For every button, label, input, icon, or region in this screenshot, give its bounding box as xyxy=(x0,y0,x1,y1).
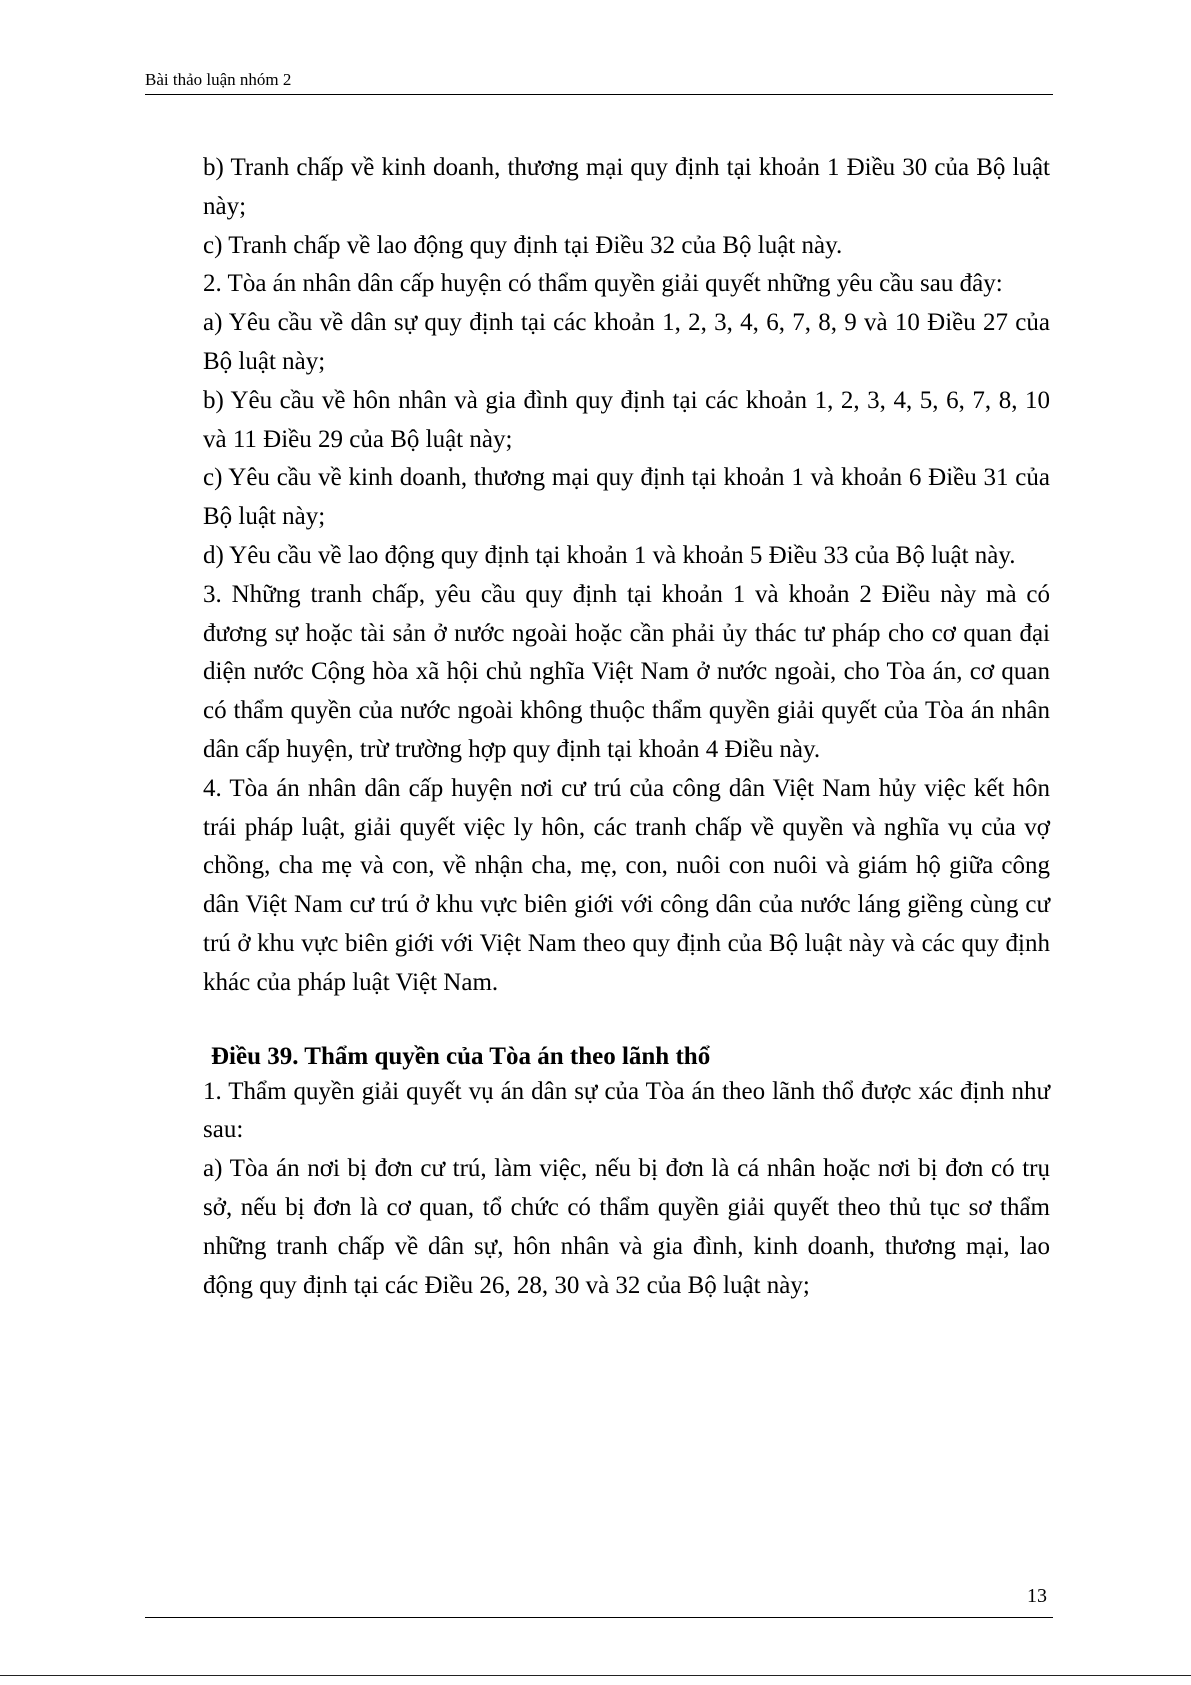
document-body xyxy=(203,149,1050,1305)
footer-divider xyxy=(145,1617,1053,1618)
scan-bottom-edge xyxy=(0,1675,1191,1676)
paragraph-2-intro: 2. Tòa án nhân dân cấp huyện có thẩm quyền giải quyết những yêu cầu sau đây: xyxy=(203,270,1003,298)
paragraph-2a-civil-request: a) Yêu cầu về dân sự quy định tại các khoản 1, 2, 3, 4, 6, 7, 8, 9 và 10 Điều 27 của Bộ luật này; xyxy=(203,309,1050,375)
paragraph-1b-dispute-business: b) Tranh chấp về kinh doanh, thương mại quy định tại khoản 1 Điều 30 của Bộ luật này; xyxy=(203,154,1050,220)
header-divider xyxy=(145,94,1053,95)
paragraph-1c-dispute-labor: c) Tranh chấp về lao động quy định tại Điều 32 của Bộ luật này. xyxy=(203,231,843,259)
paragraph-3-foreign-element: 3. Những tranh chấp, yêu cầu quy định tại khoản 1 và khoản 2 Điều này mà có đương sự hoặc tài sản ở nước ngoài hoặc cần phải ủy thác tư pháp cho cơ quan đại diện nước Cộng hòa xã hội chủ nghĩa Việt Nam ở nước ngoài, cho Tòa án, cơ quan có thẩm quyền của nước ngoài không thuộc thẩm quyền giải quyết của Tòa án nhân dân cấp huyện, trừ trường hợp quy định tại khoản 4 Điều này. xyxy=(203,580,1050,763)
paragraph-2d-labor-request: d) Yêu cầu về lao động quy định tại khoản 1 và khoản 5 Điều 33 của Bộ luật này. xyxy=(203,541,1016,569)
paragraph-2c-business-request: c) Yêu cầu về kinh doanh, thương mại quy định tại khoản 1 và khoản 6 Điều 31 của Bộ luật này; xyxy=(203,464,1050,531)
page-number: 13 xyxy=(1027,1585,1047,1607)
article-39-paragraph-1: 1. Thẩm quyền giải quyết vụ án dân sự của Tòa án theo lãnh thổ được xác định như sau: xyxy=(203,1077,1050,1144)
article-39-heading: Điều 39. Thẩm quyền của Tòa án theo lãnh thổ xyxy=(211,1042,711,1070)
page-header-title: Bài thảo luận nhóm 2 xyxy=(145,70,292,89)
paragraph-4-border-residents: 4. Tòa án nhân dân cấp huyện nơi cư trú của công dân Việt Nam hủy việc kết hôn trái pháp luật, giải quyết việc ly hôn, các tranh chấp về quyền và nghĩa vụ của vợ chồng, cha mẹ và con, về nhận cha, mẹ, con, nuôi con nuôi và giám hộ giữa công dân Việt Nam cư trú ở khu vực biên giới với công dân của nước láng giềng cùng cư trú ở khu vực biên giới với Việt Nam theo quy định của Bộ luật này và các quy định khác của pháp luật Việt Nam. xyxy=(203,774,1050,996)
article-39-paragraph-1a: a) Tòa án nơi bị đơn cư trú, làm việc, nếu bị đơn là cá nhân hoặc nơi bị đơn có trụ sở, nếu bị đơn là cơ quan, tổ chức có thẩm quyền giải quyết theo thủ tục sơ thẩm những tranh chấp về dân sự, hôn nhân và gia đình, kinh doanh, thương mại, lao động quy định tại các Điều 26, 28, 30 và 32 của Bộ luật này; xyxy=(203,1155,1050,1299)
paragraph-2b-family-request: b) Yêu cầu về hôn nhân và gia đình quy định tại các khoản 1, 2, 3, 4, 5, 6, 7, 8, 10 và 11 Điều 29 của Bộ luật này; xyxy=(203,386,1050,453)
